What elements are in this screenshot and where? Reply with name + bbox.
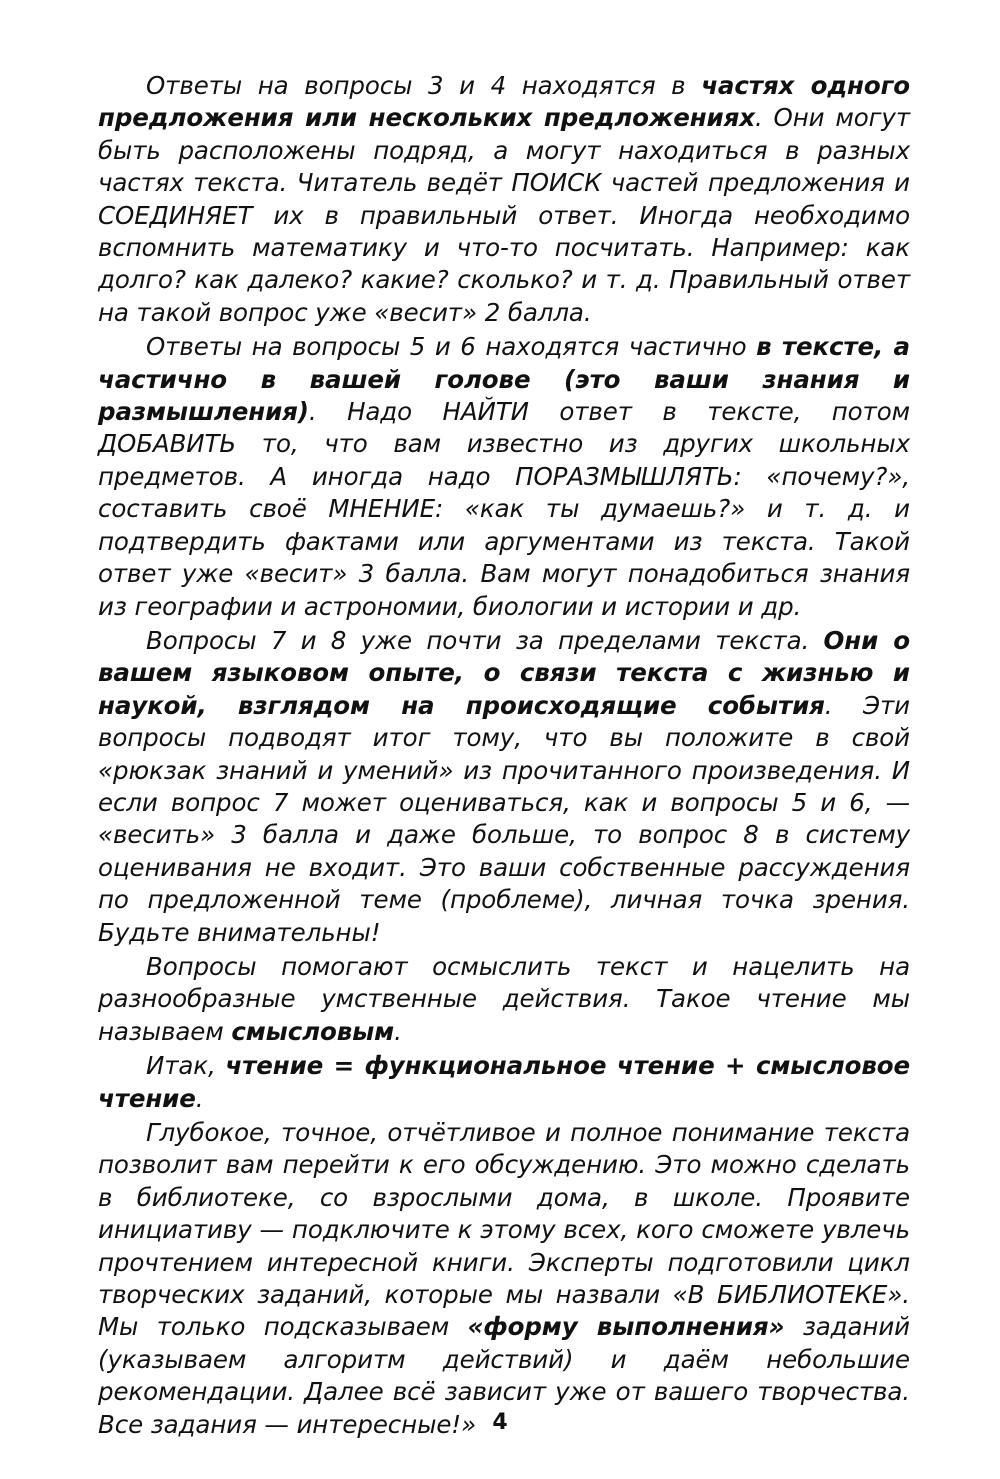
text-run: . Они могут быть расположены подряд, а могут находиться в разных частях текста. Читатель ведёт ПОИСК частей предложения и СОЕДИНЯЕТ их в правильный ответ. Иногда необходимо вспомнить математику и что-то посчитать. Например: как долго? как далеко? какие? сколько? и т. д. Правильный ответ на такой вопрос уже «весит» 2 балла.: [98, 103, 911, 327]
paragraph-questions-3-4: [98, 70, 910, 329]
bold-run: в тексте, а частично в вашей голове (это ваши знания и размышления): [98, 332, 910, 427]
text-run: заданий (указываем алгоритм действий) и даём небольшие рекомендации. Далее всё зависит уже от вашего творчества. Все задания — интересные!»: [98, 1312, 910, 1439]
bold-run: чтение = функциональное чтение + смысловое чтение: [98, 1051, 910, 1113]
text-run: . Эти вопросы подводят итог тому, что вы положите в свой «рюкзак знаний и умений» из прочитанного произведения. И если вопрос 7 может оцениваться, как и вопросы 5 и 6, — «весить» 3 балла и даже больше, то вопрос 8 в систему оценивания не входит. Это ваши собственные рассуждения по предложенной теме (проблеме), личная точка зрения. Будьте внимательны!: [98, 690, 910, 947]
text-run: Ответы на вопросы 5 и 6 находятся частично: [146, 332, 757, 362]
text-run: .: [195, 1083, 204, 1113]
text-run: Глубокое, точное, отчётливое и полное понимание текста позволит вам перейти к его обсуждению. Это можно сделать в библиотеке, со взрослыми дома, в школе. Проявите инициативу — подключите к этому всех, кого сможете увлечь прочтением интересной книги. Эксперты подготовили цикл творческих заданий, которые мы назвали «В БИБЛИОТЕКЕ». Мы только подсказываем: [98, 1118, 910, 1342]
paragraph-questions-7-8: [98, 625, 910, 949]
text-run: . Надо НАЙТИ ответ в тексте, потом ДОБАВИТЬ то, что вам известно из других школьных предметов. А иногда надо ПОРАЗМЫШЛЯТЬ: «почему?», составить своё МНЕНИЕ: «как ты думаешь?» и т. д. и подтвердить фактами или аргументами из текста. Такой ответ уже «весит» 3 балла. Вам могут понадобиться знания из географии и астрономии, биологии и истории и др.: [98, 397, 910, 621]
bold-run: смысловым: [231, 1016, 395, 1046]
text-run: Ответы на вопросы 3 и 4 находятся в: [146, 71, 702, 100]
bold-run: Они о вашем языковом опыте, о связи текста с жизнью и наукой, взглядом на происходящие события: [98, 625, 910, 720]
text-run: .: [394, 1016, 402, 1046]
paragraph-reading-formula: [98, 1050, 910, 1115]
text-run: Итак,: [146, 1051, 226, 1081]
text-run: Вопросы помогают осмыслить текст и нацелить на разнообразные умственные действия. Такое чтение мы называем: [98, 951, 910, 1046]
page-number: 4: [492, 1410, 508, 1435]
paragraph-discussion: [98, 1117, 910, 1441]
paragraph-questions-5-6: [98, 331, 910, 623]
page-body: [98, 70, 910, 1443]
paragraph-semantic-reading: [98, 951, 910, 1048]
text-run: Вопросы 7 и 8 уже почти за пределами текста.: [146, 625, 824, 655]
bold-run: «форму выполнения»: [467, 1312, 785, 1342]
bold-run: частях одного предложения или нескольких предложениях: [98, 71, 911, 133]
